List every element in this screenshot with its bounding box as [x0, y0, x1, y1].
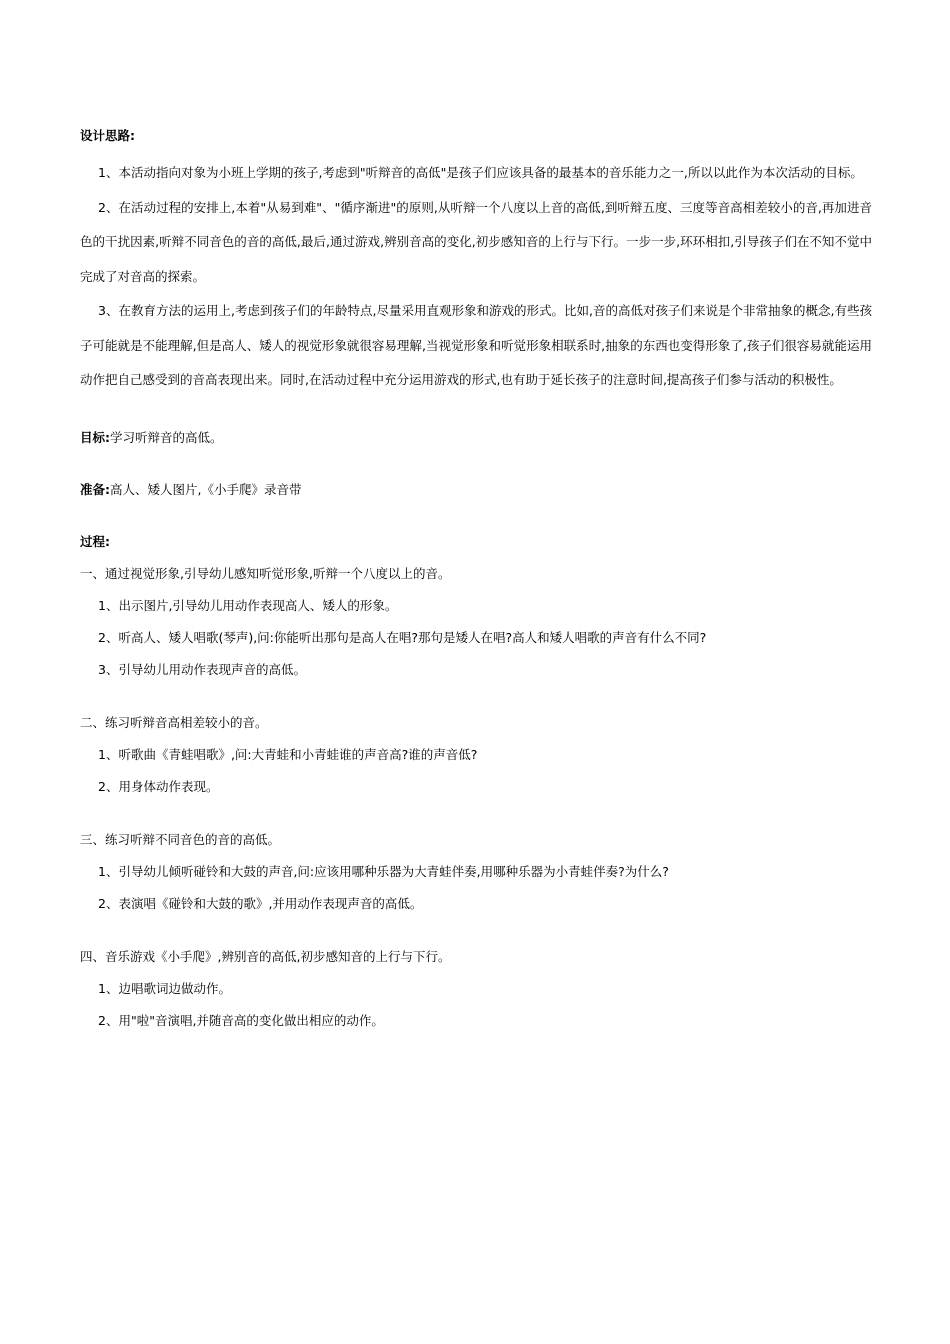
process-heading: 过程:: [80, 533, 110, 549]
section-title: 二、练习听辩音高相差较小的音。: [80, 714, 268, 730]
list-item: 1、引导幼儿倾听碰铃和大鼓的声音,问:应该用哪种乐器为大青蛙伴奏,用哪种乐器为小青蛙伴奏?为什么?: [98, 863, 669, 879]
process-section-3: [80, 830, 872, 914]
design-paragraphs: [80, 156, 872, 398]
list-item: 1、听歌曲《青蛙唱歌》,问:大青蛙和小青蛙谁的声音高?谁的声音低?: [98, 746, 478, 762]
list-item: 1、边唱歌词边做动作。: [98, 980, 231, 996]
design-paragraph-1: 1、本活动指向对象为小班上学期的孩子,考虑到"听辩音的高低"是孩子们应该具备的最基本的音乐能力之一,所以以此作为本次活动的目标。: [98, 165, 863, 180]
goal-label: 目标:: [80, 429, 110, 445]
prep-line: [80, 480, 872, 500]
design-heading: 设计思路:: [80, 128, 135, 143]
section-title: 四、音乐游戏《小手爬》,辨别音的高低,初步感知音的上行与下行。: [80, 948, 451, 964]
list-item: 2、用身体动作表现。: [98, 778, 219, 794]
list-item: 2、听高人、矮人唱歌(琴声),问:你能听出那句是高人在唱?那句是矮人在唱?高人和矮人唱歌的声音有什么不同?: [98, 629, 707, 645]
document-page: [80, 126, 872, 1031]
prep-text: 高人、矮人图片,《小手爬》录音带: [110, 481, 302, 497]
prep-label: 准备:: [80, 481, 110, 497]
list-item: 1、出示图片,引导幼儿用动作表现高人、矮人的形象。: [98, 597, 398, 613]
section-title: 三、练习听辩不同音色的音的高低。: [80, 831, 281, 847]
section-title: 一、通过视觉形象,引导幼儿感知听觉形象,听辩一个八度以上的音。: [80, 565, 451, 581]
list-item: 2、用"啦"音演唱,并随音高的变化做出相应的动作。: [98, 1012, 384, 1028]
design-paragraph-2: 2、在活动过程的安排上,本着"从易到难"、"循序渐进"的原则,从听辩一个八度以上音的高低,到听辩五度、三度等音高相差较小的音,再加进音色的干扰因素,听辩不同音色的音的高低,最后,通过游戏,辨别音高的变化,初步感知音的上行与下行。一步一步,环环相扣,引导孩子们在不知不觉中完成了对音高的探索。: [80, 199, 872, 284]
design-paragraph-3: 3、在教育方法的运用上,考虑到孩子们的年龄特点,尽量采用直观形象和游戏的形式。比如,音的高低对孩子们来说是个非常抽象的概念,有些孩子可能就是不能理解,但是高人、矮人的视觉形象就很容易理解,当视觉形象和听觉形象相联系时,抽象的东西也变得形象了,孩子们很容易就能运用动作把自己感受到的音高表现出来。同时,在活动过程中充分运用游戏的形式,也有助于延长孩子的注意时间,提高孩子们参与活动的积极性。: [80, 303, 872, 387]
process-section-4: [80, 947, 872, 1031]
process-section-1: [80, 564, 872, 680]
list-item: 3、引导幼儿用动作表现声音的高低。: [98, 661, 306, 677]
goal-text: 学习听辩音的高低。: [110, 429, 223, 445]
list-item: 2、表演唱《碰铃和大鼓的歌》,并用动作表现声音的高低。: [98, 895, 423, 911]
process-section-2: [80, 713, 872, 797]
goal-line: [80, 428, 872, 448]
